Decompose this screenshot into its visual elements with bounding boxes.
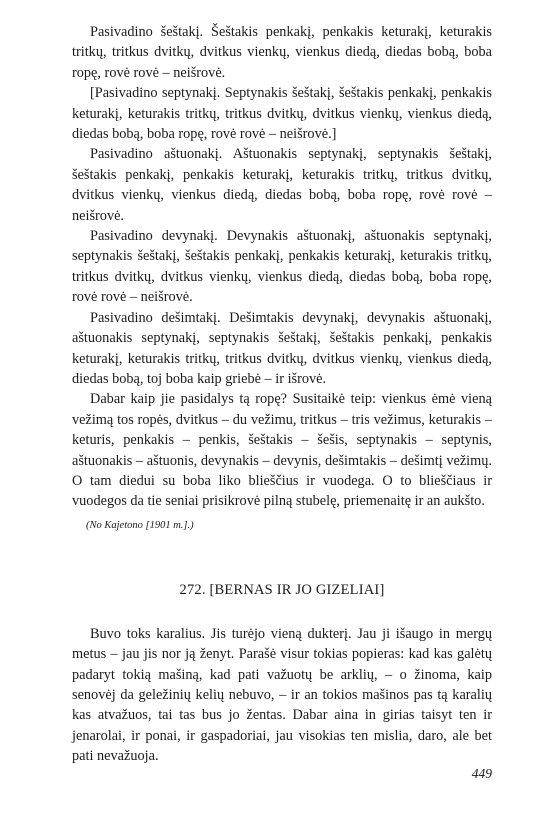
paragraph-4: Pasivadino devynakį. Devynakis aštuonakį, aštuonakis septynakį, septynakis šeštakį, šeštakis penkakį, penkakis keturakį, keturakis tritkų, tritkus dvitkų, dvitkus vienkų, vienkus diedą, diedas bobą, boba ropę, rovė rovė – neišrovė.	[72, 228, 492, 306]
source-note: (Nо Kajetono [1901 m.].)	[86, 519, 194, 531]
page-number: 449	[471, 766, 492, 781]
story-paragraph-1: Buvo toks karalius. Jis turėjo vieną dukterį. Jau ji išaugo in mergų metus – jau jis nor ją ženyt. Parašė visur tokias popieras: kad kas galėtų padaryt tokią mašiną, kad pati važuotų be arklių, – o žinoma, kaip senovėj da geležinių kelių nebuvo, – ir an tokios mašinos pas tą karalių kas atvažuos, tai tas bus jo žentas. Dabar aina in girias taisyt ten ir jenarolai, ir ponai, ir gaspadoriai, jau visokias ten mislia, daro, ale bet pati nevažuoja.	[72, 625, 492, 765]
paragraph-2: [Pasivadino septynakį. Septynakis šeštakį, šeštakis penkakį, penkakis keturakį, keturakis tritkų, tritkus dvitkų, dvitkus vienkų, vienkus diedą, diedas bobą, boba ropę, rovė rovė – neišrovė.]	[72, 85, 492, 143]
page-body	[72, 22, 492, 767]
paragraph-3: Pasivadino aštuonakį. Aštuonakis septynakį, septynakis šeštakį, šeštakis penkakį, penkakis keturakį, keturakis tritkų, tritkus dvitkų, dvitkus vienkų, vienkus diedą, diedas bobą, boba ropę, rovė rovė – neišrovė.	[72, 146, 492, 224]
paragraph-6: Dabar kaip jie pasidalys tą ropę? Susitaikė teip: vienkus ėmė vieną vežimą tos ropės, dvitkus – du vežimu, tritkus – tris vežimus, keturakis – keturis, penkakis – penkis, šeštakis – šešis, septynakis – septynis, aštuonakis – aštuonis, devynakis – devynis, dešimtakis – dešimtį vežimų. O tam diedui su boba liko blieščius ir vuodega. O to blieščiaus ir vuodegos da tie seniai prisikrovė pilną stubelę, priemenaitę ir an aukšto.	[72, 391, 492, 510]
paragraph-5: Pasivadino dešimtakį. Dešimtakis devynakį, devynakis aštuonakį, aštuonakis septynakį, septynakis šeštakį, šeštakis penkakį, penkakis keturakį, keturakis tritkų, tritkus dvitkų, dvitkus vienkų, vienkus diedą, diedas bobą, toj boba kaip griebė – ir išrovė.	[72, 309, 492, 387]
story-heading: 272. [BERNAS IR JO GIZELIAI]	[179, 581, 385, 598]
paragraph-1: Pasivadino šeštakį. Šeštakis penkakį, penkakis keturakį, keturakis tritkų, tritkus dvitkų, dvitkus vienkų, vienkus diedą, diedas bobą, boba ropę, rovė rovė – neišrovė.	[72, 24, 492, 81]
